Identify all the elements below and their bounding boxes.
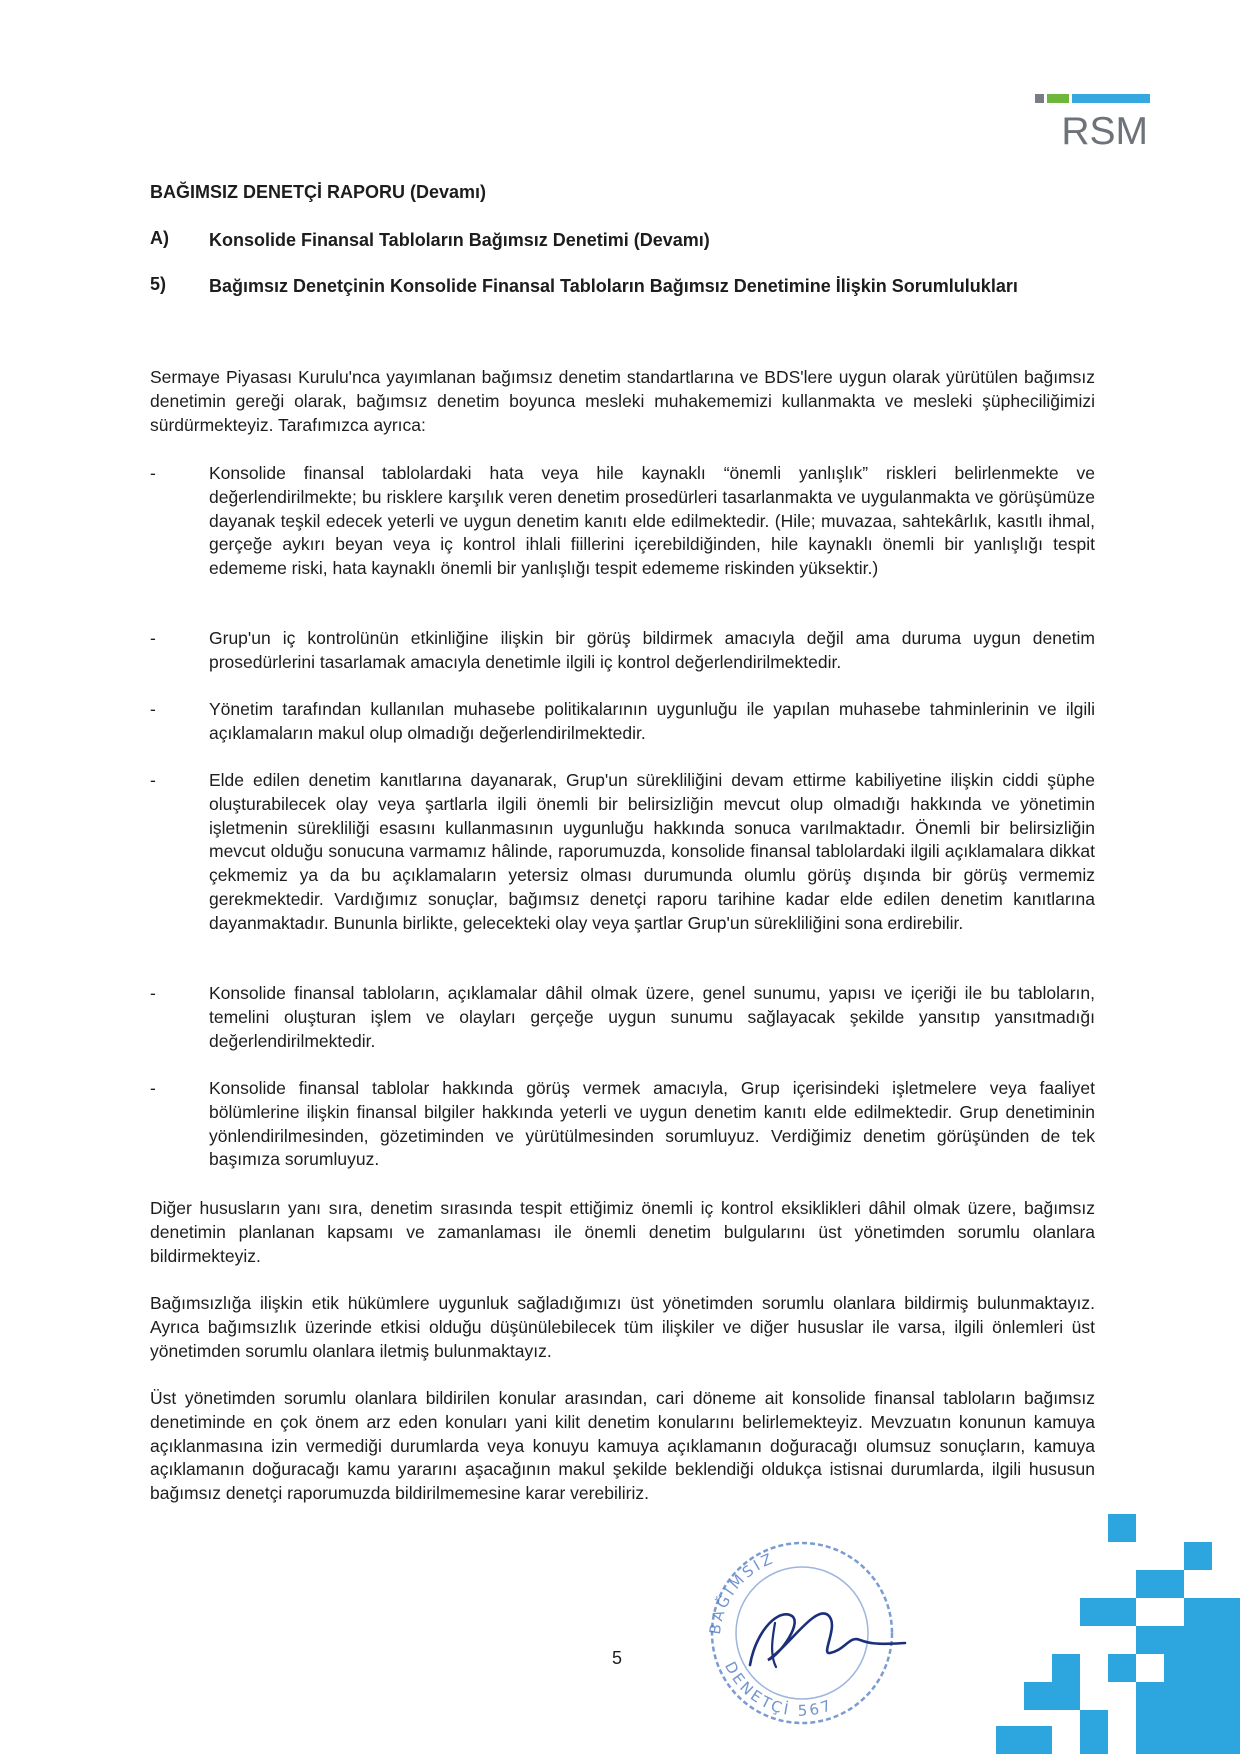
svg-text:DENETÇİ 567 xyxy=(721,1659,836,1720)
bullet-dash: - xyxy=(150,1078,156,1098)
logo-bar-green xyxy=(1047,94,1069,103)
paragraph: Diğer hususların yanı sıra, denetim sırasında tespit ettiğimiz önemli iç kontrol eksiklikleri dâhil olmak üzere, bağımsız denetimin planlanan kapsamı ve zamanlaması ile önemli denetim bulgularını üst yönetimden sorumlu olanlara bildirmekteyiz. xyxy=(150,1198,1095,1266)
bullet-dash: - xyxy=(150,983,156,1003)
bullet-text: Konsolide finansal tablolardaki hata veya hile kaynaklı “önemli yanlışlık” riskleri belirlenmekte ve değerlendirilmekte; bu risklere karşılık veren denetim prosedürleri tasarlanmakta ve uygulanmakta ve görüşümüze dayanak teşkil edecek yeterli ve uygun denetim kanıtı elde edilmektedir. (Hile; muvazaa, sahtekârlık, kasıtlı ihmal, gerçeğe aykırı beyan veya iç kontrol ihlali fiillerini içerebildiğinden, hile kaynaklı önemli bir yanlışlığı tespit edememe riski, hata kaynaklı önemli bir yanlışlığı tespit edememe riskinden yüksektir.) xyxy=(209,463,1095,579)
section-5-heading xyxy=(150,274,1095,324)
paragraph: Üst yönetimden sorumlu olanlara bildirilen konular arasından, cari döneme ait konsolide finansal tabloların bağımsız denetiminde en çok önem arz eden konuları yani kilit denetim konularını belirlemekteyiz. Mevzuatın konunun kamuya açıklanmasına izin vermediği durumlarda veya konuyu kamuya açıklamanın doğuracağı olumsuz sonuçların, kamuya açıklamanın doğuracağı kamu yararını aşacağının makul şekilde beklendiği oldukça istisnai durumlarda, ilgili hususun bağımsız denetçi raporumuzda bildirilmemesine karar verebiliriz. xyxy=(150,1388,1095,1504)
page-number: 5 xyxy=(612,1648,623,1668)
bullet-text: Konsolide finansal tablolar hakkında görüş vermek amacıyla, Grup içerisindeki işletmelere veya faaliyet bölümlerine ilişkin finansal bilgiler hakkında yeterli ve uygun denetim kanıtı elde edilmektedir. Grup denetiminin yönlendirilmesinden, gözetiminden ve yürütülmesinden sorumluyuz. Verdiğimiz denetim görüşünden de tek başımıza sorumluyuz. xyxy=(209,1078,1095,1170)
bullet-dash: - xyxy=(150,628,156,648)
bullet-dash: - xyxy=(150,463,156,483)
logo-wordmark: RSM xyxy=(1061,110,1148,153)
logo-bar-gray xyxy=(1035,94,1044,103)
stamp-text-top: BAĞIMSIZ xyxy=(705,1548,778,1636)
decorative-pixel-pattern xyxy=(940,1514,1240,1754)
svg-text:BAĞIMSIZ xyxy=(706,1549,778,1636)
stamp-text-bottom: DENETÇİ 567 xyxy=(721,1658,837,1720)
bullet-text: Elde edilen denetim kanıtlarına dayanarak, Grup'un sürekliliğini devam ettirme kabiliyetine ilişkin ciddi şüphe oluşturabilecek olay veya şartlarla ilgili önemli bir belirsizliğin mevcut olup olmadığı hakkında ve yönetimin işletmenin sürekliliği esasını kullanmasının uygunluğu hakkında sonuca varılmaktadır. Önemli bir belirsizliğin mevcut olduğu sonucuna varmamız hâlinde, raporumuzda, konsolide finansal tablolardaki ilgili açıklamalara dikkat çekmemiz ya da bu açıklamaların yetersiz olması durumunda olumlu görüş dışında bir görüş vermemiz gerekmektedir. Vardığımız sonuçlar, bağımsız denetçi raporu tarihine kadar elde edilen denetim kanıtlarına dayanmaktadır. Bununla birlikte, gelecekteki olay veya şartlar Grup'un sürekliliğini sona erdirebilir. xyxy=(209,770,1095,933)
rsm-logo xyxy=(1020,90,1150,160)
section-a-heading xyxy=(150,228,1095,254)
section-5-number: 5) xyxy=(150,274,167,294)
section-a-text: Konsolide Finansal Tabloların Bağımsız Denetimi (Devamı) xyxy=(209,230,710,250)
bullet-dash: - xyxy=(150,770,156,790)
bullet-text: Yönetim tarafından kullanılan muhasebe politikalarının uygunluğu ile yapılan muhasebe tahminlerinin ve ilgili açıklamaların makul olup olmadığı değerlendirilmektedir. xyxy=(209,699,1095,743)
intro-paragraph: Sermaye Piyasası Kurulu'nca yayımlanan bağımsız denetim standartlarına ve BDS'lere uygun olarak yürütülen bağımsız denetimin gereği olarak, bağımsız denetim boyunca mesleki muhakememizi kullanmakta ve mesleki şüpheciliğimizi sürdürmekteyiz. Tarafımızca ayrıca: xyxy=(150,367,1095,435)
bullet-text: Grup'un iç kontrolünün etkinliğine ilişkin bir görüş bildirmek amacıyla değil ama duruma uygun denetim prosedürlerini tasarlamak amacıyla denetimle ilgili iç kontrol değerlendirilmektedir. xyxy=(209,628,1095,672)
section-a-number: A) xyxy=(150,228,169,248)
auditor-stamp-with-signature xyxy=(680,1515,920,1730)
logo-bar-blue xyxy=(1072,94,1150,103)
document-title: BAĞIMSIZ DENETÇİ RAPORU (Devamı) xyxy=(150,182,487,202)
bullet-dash: - xyxy=(150,699,156,719)
bullet-text: Konsolide finansal tabloların, açıklamalar dâhil olmak üzere, genel sunumu, yapısı ve içeriği ile bu tabloların, temelini oluşturan işlem ve olayları gerçeğe uygun sunumu sağlayacak şekilde yansıtıp yansıtmadığı değerlendirilmektedir. xyxy=(209,983,1095,1051)
logo-bars xyxy=(1035,94,1150,103)
paragraph: Bağımsızlığa ilişkin etik hükümlere uygunluk sağladığımızı üst yönetimden sorumlu olanlara bildirmiş bulunmaktayız. Ayrıca bağımsızlık üzerinde etkisi olduğu düşünülebilecek tüm ilişkiler ve diğer hususlar ile varsa, ilgili önlemleri üst yönetimden sorumlu olanlara iletmiş bulunmaktayız. xyxy=(150,1293,1095,1361)
section-5-text: Bağımsız Denetçinin Konsolide Finansal Tabloların Bağımsız Denetimine İlişkin Sorumlulukları xyxy=(209,276,1018,296)
